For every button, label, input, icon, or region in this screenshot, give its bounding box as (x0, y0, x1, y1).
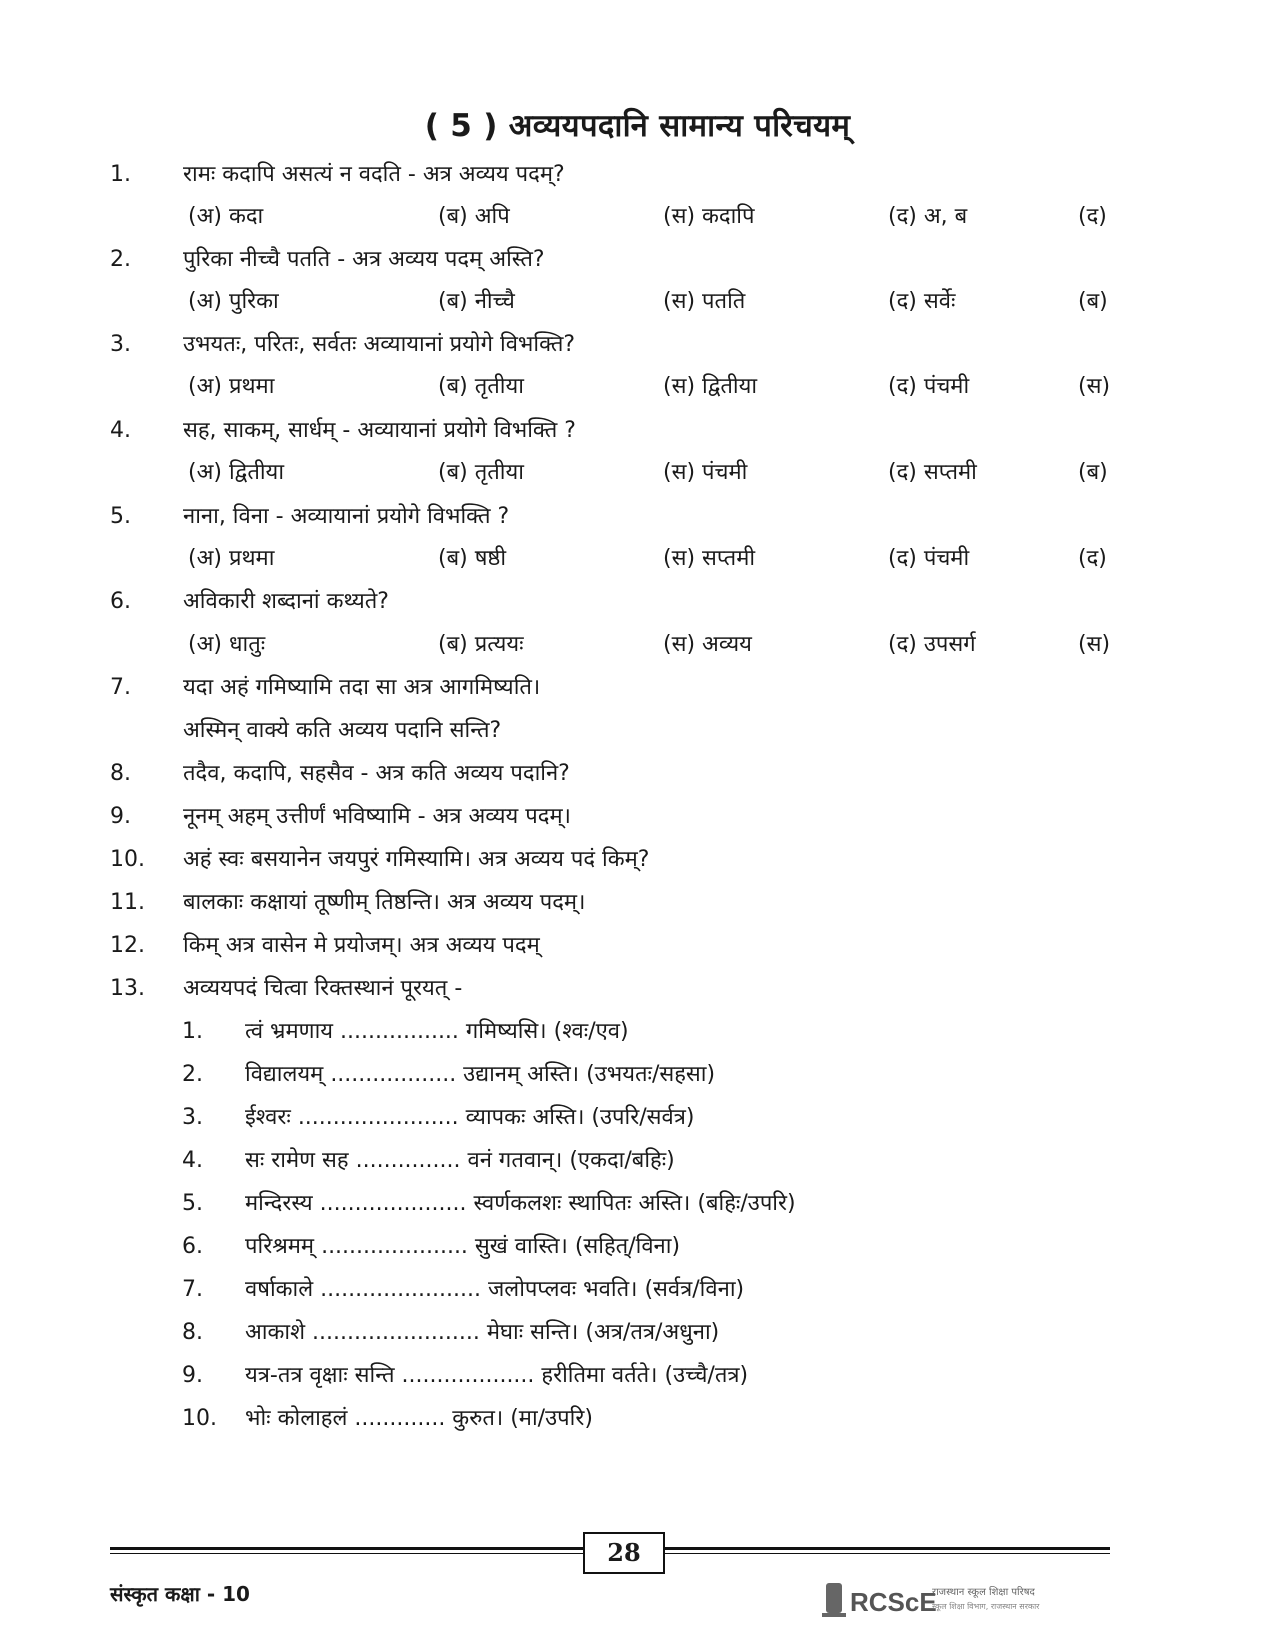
question-number: 4. (110, 418, 131, 443)
item-text: सः रामेण सह ............... वनं गतवान्। (एकदा/बहिः) (245, 1148, 675, 1173)
option-c: (स) अव्यय (663, 632, 752, 657)
fill-blank-item (0, 1141, 1275, 1181)
option-b: (ब) नीच्चै (438, 289, 515, 314)
item-text: यत्र-तत्र वृक्षाः सन्ति ................... हरीतिमा वर्तते। (उच्चै/तत्र) (245, 1363, 749, 1388)
item-text: त्वं भ्रमणाय ................. गमिष्यसि। (श्वः/एव) (245, 1019, 629, 1044)
option-d: (द) अ, ब (888, 204, 968, 229)
question-text: नूनम् अहम् उत्तीर्णं भविष्यामि - अत्र अव्यय पदम्। (183, 804, 571, 829)
question-number: 1. (110, 162, 131, 187)
option-a: (अ) पुरिका (188, 289, 279, 314)
answer-key: (स) (1078, 632, 1111, 657)
options-row-3 (0, 367, 1275, 407)
option-d: (द) सर्वेः (888, 289, 956, 314)
item-text: मन्दिरस्य ..................... स्वर्णकलशः स्थापितः अस्ति। (बहिः/उपरि) (245, 1191, 796, 1216)
item-number: 4. (182, 1148, 203, 1173)
question-number: 7. (110, 675, 131, 700)
item-number: 8. (182, 1320, 203, 1345)
answer-key: (ब) (1078, 289, 1108, 314)
option-a: (अ) धातुः (188, 632, 266, 657)
fill-blank-item (0, 1098, 1275, 1138)
question-number: 3. (110, 332, 131, 357)
question-text: रामः कदापि असत्यं न वदति - अत्र अव्यय पदम्? (183, 162, 565, 187)
item-number: 2. (182, 1062, 203, 1087)
option-d: (द) पंचमी (888, 546, 970, 571)
page-number: 28 (583, 1532, 665, 1574)
option-a: (अ) प्रथमा (188, 374, 275, 399)
option-c: (स) द्वितीया (663, 374, 758, 399)
item-number: 10. (182, 1406, 217, 1431)
answer-key: (ब) (1078, 460, 1108, 485)
option-d: (द) उपसर्ग (888, 632, 976, 657)
question-number: 10. (110, 847, 145, 872)
question-number: 13. (110, 976, 145, 1001)
question-number: 6. (110, 589, 131, 614)
option-d: (द) सप्तमी (888, 460, 977, 485)
options-row-6 (0, 625, 1275, 665)
option-d: (द) पंचमी (888, 374, 970, 399)
question-text: किम् अत्र वासेन मे प्रयोजम्। अत्र अव्यय पदम् (183, 933, 540, 958)
question-text: अविकारी शब्दानां कथ्यते? (183, 589, 389, 614)
question-number: 8. (110, 761, 131, 786)
item-number: 3. (182, 1105, 203, 1130)
option-a: (अ) द्वितीया (188, 460, 285, 485)
options-row-5 (0, 539, 1275, 579)
fill-blank-item (0, 1055, 1275, 1095)
answer-key: (स) (1078, 374, 1111, 399)
question-text: अव्ययपदं चित्वा रिक्तस्थानं पूरयत् - (183, 976, 463, 1001)
rcsce-logo (820, 1575, 1090, 1625)
fill-blank-item (0, 1012, 1275, 1052)
option-b: (ब) तृतीया (438, 374, 524, 399)
option-c: (स) कदापि (663, 204, 755, 229)
fill-blank-item (0, 1356, 1275, 1396)
fill-blank-item (0, 1227, 1275, 1267)
item-text: विद्यालयम् .................. उद्यानम् अस्ति। (उभयतः/सहसा) (245, 1062, 716, 1087)
option-c: (स) पतति (663, 289, 746, 314)
item-number: 1. (182, 1019, 203, 1044)
page-title: ( 5 ) अव्ययपदानि सामान्य परिचयम् (424, 108, 851, 144)
fill-blank-item (0, 1270, 1275, 1310)
logo-text: RCScE (850, 1587, 937, 1617)
question-text: उभयतः, परितः, सर्वतः अव्यायानां प्रयोगे विभक्ति? (183, 332, 576, 357)
question-number: 12. (110, 933, 145, 958)
item-number: 6. (182, 1234, 203, 1259)
item-number: 5. (182, 1191, 203, 1216)
option-c: (स) पंचमी (663, 460, 748, 485)
question-text: अहं स्वः बसयानेन जयपुरं गमिस्यामि। अत्र अव्यय पदं किम्? (183, 847, 650, 872)
options-row-1 (0, 197, 1275, 237)
options-row-2 (0, 282, 1275, 322)
item-number: 9. (182, 1363, 203, 1388)
option-a: (अ) प्रथमा (188, 546, 275, 571)
option-b: (ब) अपि (438, 204, 510, 229)
item-text: वर्षाकाले ....................... जलोपप्लवः भवति। (सर्वत्र/विना) (245, 1277, 745, 1302)
question-text: नाना, विना - अव्यायानां प्रयोगे विभक्ति ? (183, 504, 510, 529)
item-text: आकाशे ........................ मेघाः सन्ति। (अत्र/तत्र/अधुना) (245, 1320, 720, 1345)
question-text: यदा अहं गमिष्यामि तदा सा अत्र आगमिष्यति। (183, 675, 541, 700)
answer-key: (द) (1078, 204, 1107, 229)
item-number: 7. (182, 1277, 203, 1302)
question-text: बालकाः कक्षायां तूष्णीम् तिष्ठन्ति। अत्र अव्यय पदम्। (183, 890, 586, 915)
fill-blank-item (0, 1313, 1275, 1353)
item-text: परिश्रमम् ..................... सुखं वास्ति। (सहित्/विना) (245, 1234, 681, 1259)
option-b: (ब) प्रत्ययः (438, 632, 524, 657)
question-number: 2. (110, 247, 131, 272)
question-number: 11. (110, 890, 145, 915)
answer-key: (द) (1078, 546, 1107, 571)
question-number: 9. (110, 804, 131, 829)
question-text: तदैव, कदापि, सहसैव - अत्र कति अव्यय पदानि? (183, 761, 570, 786)
logo-line-2: स्कूल शिक्षा विभाग, राजस्थान सरकार (932, 1602, 1040, 1611)
option-b: (ब) षष्ठी (438, 546, 507, 571)
book-label: संस्कृत कक्षा - 10 (110, 1582, 250, 1606)
question-text: पुरिका नीच्चै पतति - अत्र अव्यय पदम् अस्ति? (183, 247, 545, 272)
option-c: (स) सप्तमी (663, 546, 756, 571)
option-a: (अ) कदा (188, 204, 264, 229)
option-b: (ब) तृतीया (438, 460, 524, 485)
options-row-4 (0, 453, 1275, 493)
question-text: सह, साकम्, सार्धम् - अव्यायानां प्रयोगे विभक्ति ? (183, 418, 576, 443)
fill-blank-item (0, 1399, 1275, 1439)
question-number: 5. (110, 504, 131, 529)
fill-blank-item (0, 1184, 1275, 1224)
logo-line-1: राजस्थान स्कूल शिक्षा परिषद (932, 1587, 1035, 1598)
item-text: ईश्वरः ....................... व्यापकः अस्ति। (उपरि/सर्वत्र) (245, 1105, 695, 1130)
question-7-continuation: अस्मिन् वाक्ये कति अव्यय पदानि सन्ति? (183, 718, 502, 743)
item-text: भोः कोलाहलं ............. कुरुत। (मा/उपरि) (245, 1406, 593, 1431)
